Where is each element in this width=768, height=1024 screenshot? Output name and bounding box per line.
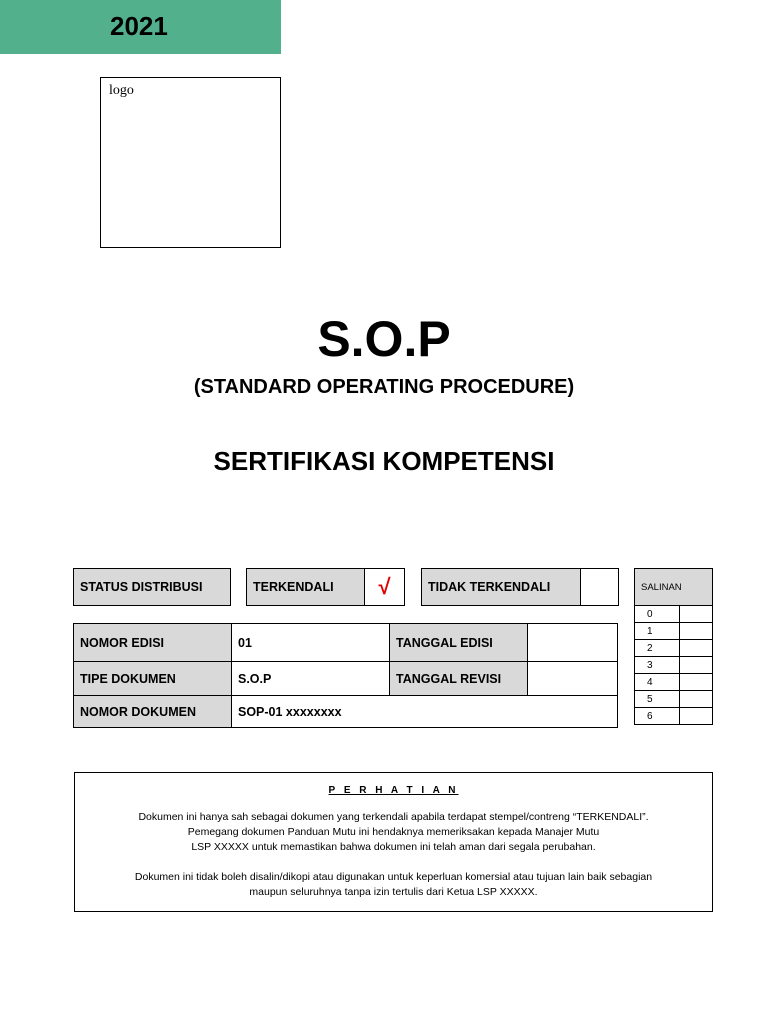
- year-label: 2021: [110, 11, 168, 41]
- doc-type-label: TIPE DOKUMEN: [74, 662, 232, 696]
- edition-date-label: TANGGAL EDISI: [390, 624, 528, 662]
- doc-type-value: S.O.P: [232, 662, 390, 696]
- edition-no-label: NOMOR EDISI: [74, 624, 232, 662]
- notice-text: Dokumen ini tidak boleh disalin/dikopi atau digunakan untuk keperluan komersial atau tujuan lain baik sebagian: [134, 871, 653, 883]
- table-row: [635, 569, 713, 606]
- copy-cell[interactable]: [680, 606, 713, 623]
- table-row: [635, 606, 713, 623]
- year-banner: [0, 0, 281, 54]
- copy-cell[interactable]: [680, 657, 713, 674]
- copy-number: 6: [635, 708, 680, 725]
- copy-cell[interactable]: [680, 674, 713, 691]
- copy-number: 0: [635, 606, 680, 623]
- notice-box: [74, 772, 713, 912]
- table-row: [635, 640, 713, 657]
- copy-number: 2: [635, 640, 680, 657]
- copies-table: [634, 568, 713, 725]
- doc-no-label: NOMOR DOKUMEN: [74, 696, 232, 728]
- table-row: [635, 691, 713, 708]
- table-row: [635, 708, 713, 725]
- copy-number: 3: [635, 657, 680, 674]
- document-info-table: [73, 623, 618, 728]
- status-distribution-label: STATUS DISTRIBUSI: [73, 568, 231, 606]
- revision-date-value: [528, 662, 618, 696]
- table-row: [74, 624, 618, 662]
- document-title: S.O.P: [317, 311, 451, 367]
- table-row: [74, 696, 618, 728]
- controlled-checkbox[interactable]: √: [364, 568, 405, 606]
- table-row: [74, 662, 618, 696]
- copy-cell[interactable]: [680, 691, 713, 708]
- logo-label: logo: [109, 83, 134, 98]
- document-topic: SERTIFIKASI KOMPETENSI: [213, 446, 555, 476]
- copy-number: 1: [635, 623, 680, 640]
- document-subtitle: (STANDARD OPERATING PROCEDURE): [193, 376, 575, 398]
- table-row: [635, 657, 713, 674]
- controlled-label: TERKENDALI: [246, 568, 365, 606]
- doc-no-value: SOP-01 xxxxxxxx: [232, 696, 618, 728]
- copy-cell[interactable]: [680, 708, 713, 725]
- copies-label: SALINAN: [635, 569, 713, 606]
- copy-cell[interactable]: [680, 623, 713, 640]
- logo-placeholder: [100, 77, 281, 248]
- table-row: [635, 623, 713, 640]
- copy-number: 5: [635, 691, 680, 708]
- copy-number: 4: [635, 674, 680, 691]
- uncontrolled-label: TIDAK TERKENDALI: [421, 568, 581, 606]
- notice-text: Pemegang dokumen Panduan Mutu ini hendaknya memeriksakan kepada Manajer Mutu: [187, 826, 600, 838]
- edition-date-value: [528, 624, 618, 662]
- uncontrolled-checkbox[interactable]: [580, 568, 619, 606]
- notice-title: P E R H A T I A N: [328, 785, 459, 796]
- notice-text: LSP XXXXX untuk memastikan bahwa dokumen ini telah aman dari segala perubahan.: [191, 841, 596, 853]
- edition-no-value: 01: [232, 624, 390, 662]
- notice-text: Dokumen ini hanya sah sebagai dokumen yang terkendali apabila terdapat stempel/contreng “TERKENDALI”.: [138, 811, 649, 823]
- notice-text: maupun seluruhnya tanpa izin tertulis dari Ketua LSP XXXXX.: [249, 886, 538, 898]
- copy-cell[interactable]: [680, 640, 713, 657]
- table-row: [635, 674, 713, 691]
- revision-date-label: TANGGAL REVISI: [390, 662, 528, 696]
